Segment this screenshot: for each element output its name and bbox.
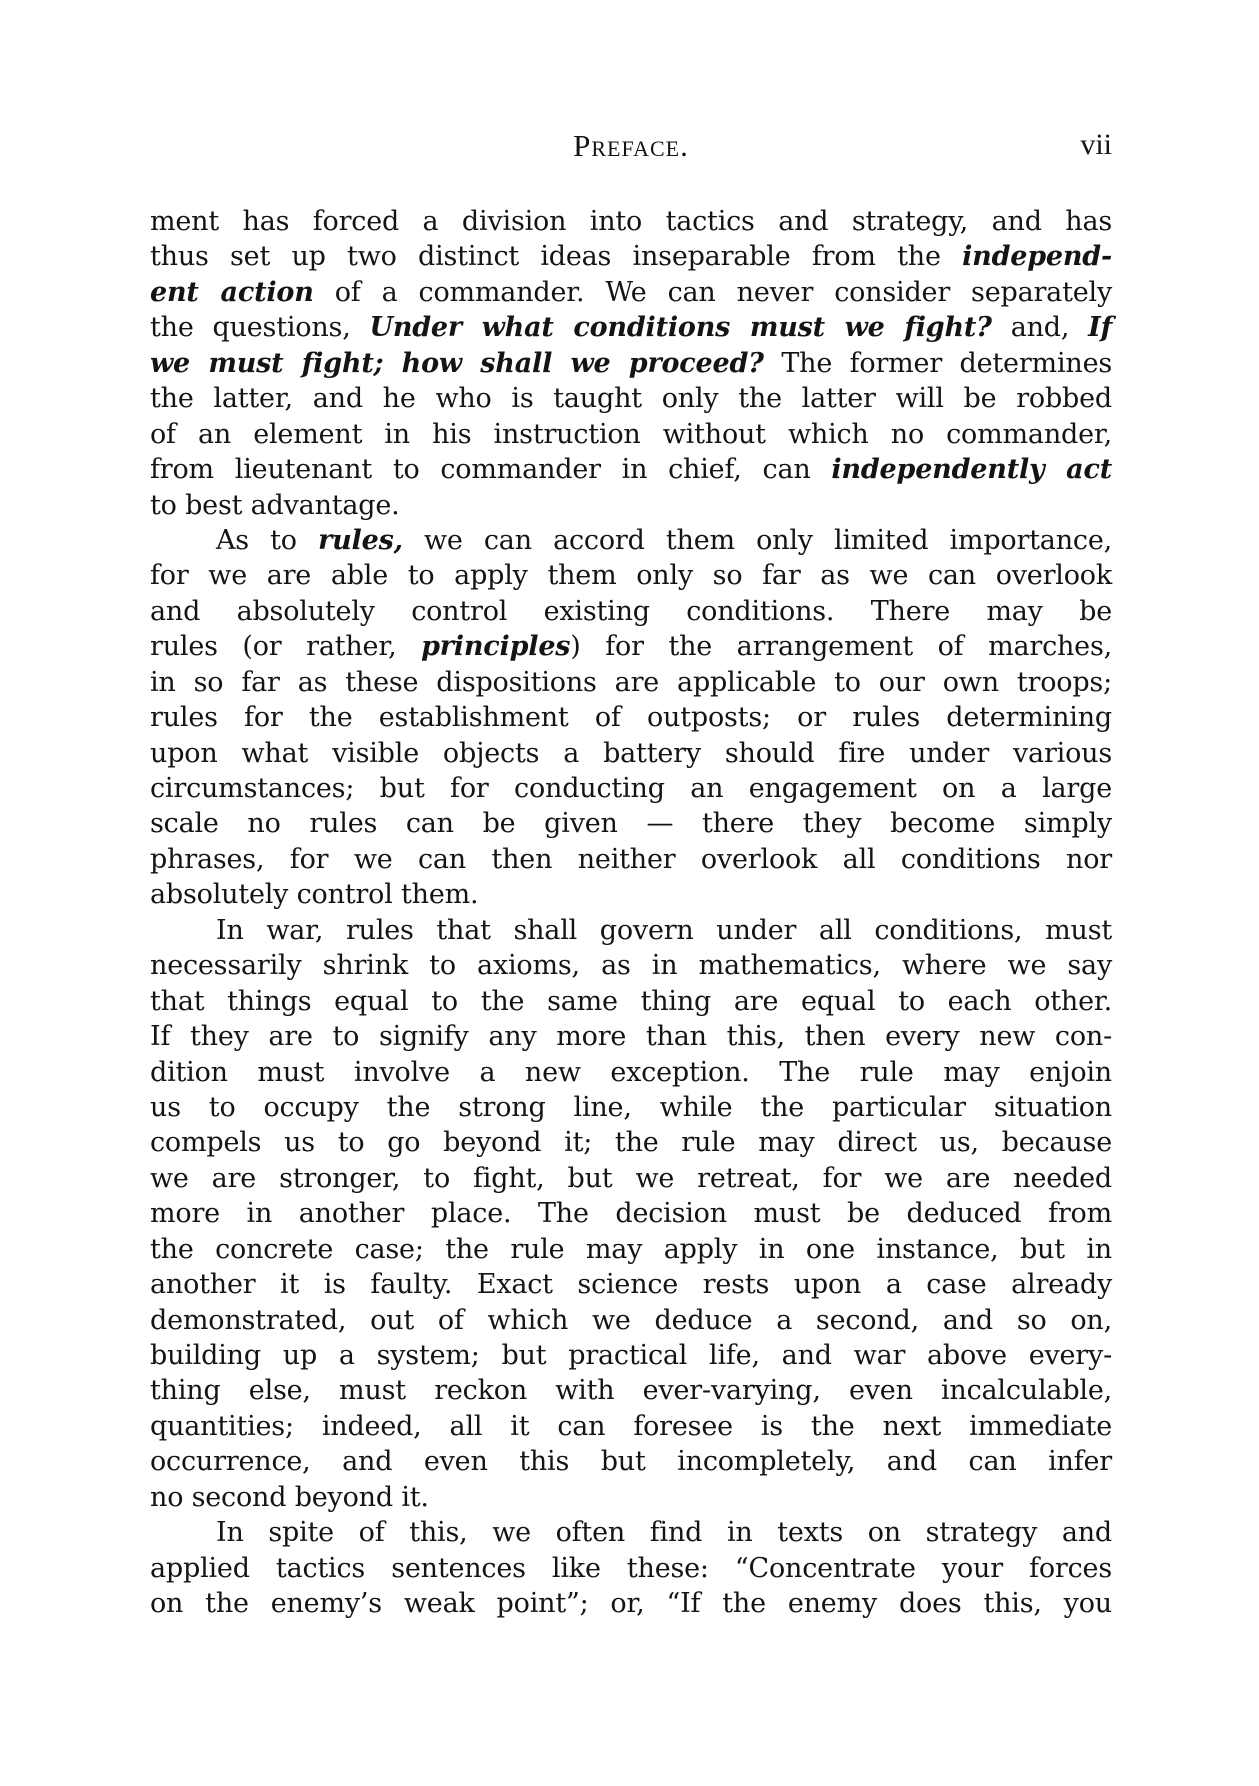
text-line xyxy=(150,204,1112,239)
text-line xyxy=(150,1586,1112,1621)
text-run: that things equal to the same thing are equal to each other. xyxy=(150,985,1112,1017)
body-text xyxy=(150,204,1112,1622)
text-line xyxy=(150,594,1112,629)
text-line xyxy=(150,736,1112,771)
text-run: to best advantage. xyxy=(150,489,400,521)
text-run: rules (or rather, xyxy=(150,631,422,663)
text-run: applied tactics sentences like these: “Concentrate your forces xyxy=(150,1552,1112,1584)
text-line xyxy=(150,417,1112,452)
text-run: us to occupy the strong line, while the particular situation xyxy=(150,1091,1112,1123)
text-run: building up a system; but practical life, and war above every- xyxy=(150,1340,1112,1371)
text-line xyxy=(150,1409,1112,1444)
text-line xyxy=(150,310,1112,345)
text-line xyxy=(150,1515,1112,1550)
text-run: for we are able to apply them only so far as we can overlook xyxy=(150,560,1112,592)
text-line xyxy=(150,665,1112,700)
italic-phrase: ent action xyxy=(150,276,314,308)
text-line xyxy=(150,275,1112,310)
text-line xyxy=(150,877,1112,912)
text-line xyxy=(150,381,1112,416)
text-line xyxy=(150,558,1112,593)
text-line xyxy=(150,1125,1112,1160)
text-run: the latter, and he who is taught only the latter will be robbed xyxy=(150,383,1112,415)
text-line xyxy=(150,1480,1112,1515)
text-run: from lieutenant to commander in chief, can xyxy=(150,454,832,486)
text-run: on the enemy’s weak point”; or, “If the enemy does this, you xyxy=(150,1588,1112,1620)
text-line xyxy=(150,346,1112,381)
text-line xyxy=(150,1551,1112,1586)
text-run: ment has forced a division into tactics and strategy, and has xyxy=(150,206,1112,237)
text-run: thus set up two distinct ideas inseparable from the xyxy=(150,241,963,273)
text-run: dition must involve a new exception. The rule may enjoin xyxy=(150,1056,1112,1088)
running-head-title: Preface. xyxy=(573,128,689,163)
text-run: In spite of this, we often find in texts on strategy and xyxy=(216,1517,1112,1549)
text-run: the concrete case; the rule may apply in one instance, but in xyxy=(150,1233,1112,1265)
text-line xyxy=(150,488,1112,523)
text-run: If they are to signify any more than this, then every new con- xyxy=(150,1021,1112,1053)
italic-phrase: independ- xyxy=(962,241,1112,273)
text-run: ) for the arrangement of marches, xyxy=(570,631,1112,663)
text-run: we are stronger, to fight, but we retreat, for we are needed xyxy=(150,1162,1112,1194)
page-number: vii xyxy=(1080,128,1112,161)
text-run: of an element in his instruction without which no commander, xyxy=(150,418,1112,450)
text-run: necessarily shrink to axioms, as in mathematics, where we say xyxy=(150,950,1112,982)
italic-phrase: independently act xyxy=(831,454,1112,486)
italic-phrase: If xyxy=(1088,312,1112,344)
italic-phrase: we must fight; how shall we proceed? xyxy=(150,347,764,379)
text-line xyxy=(150,629,1112,664)
text-run: compels us to go beyond it; the rule may direct us, because xyxy=(150,1127,1112,1159)
text-line xyxy=(150,1019,1112,1054)
text-line xyxy=(150,842,1112,877)
text-run: circumstances; but for conducting an engagement on a large xyxy=(150,773,1112,804)
text-run: absolutely control them. xyxy=(150,879,479,911)
italic-phrase: rules, xyxy=(318,524,403,556)
text-run: another it is faulty. Exact science rests upon a case already xyxy=(150,1269,1112,1301)
text-line xyxy=(150,1232,1112,1267)
text-run: of a commander. We can never consider separately xyxy=(313,276,1112,308)
text-run: occurrence, and even this but incompletely, and can infer xyxy=(150,1446,1112,1478)
text-line xyxy=(150,948,1112,983)
text-run: In war, rules that shall govern under all conditions, must xyxy=(216,914,1112,946)
text-run: no second beyond it. xyxy=(150,1481,429,1513)
text-line xyxy=(150,771,1112,806)
text-line xyxy=(150,1267,1112,1302)
text-line xyxy=(150,1161,1112,1196)
running-head xyxy=(150,128,1112,172)
text-run: phrases, for we can then neither overlook all conditions nor xyxy=(150,843,1112,875)
text-line xyxy=(150,700,1112,735)
text-run: The former determines xyxy=(763,347,1113,379)
text-run: As to xyxy=(216,524,319,556)
text-run: scale no rules can be given — there they become simply xyxy=(150,808,1112,840)
text-line xyxy=(150,1338,1112,1373)
italic-phrase: Under what conditions must we fight? xyxy=(369,312,992,344)
text-line xyxy=(150,1090,1112,1125)
text-run: rules for the establishment of outposts; or rules determining xyxy=(150,702,1112,734)
text-run: and, xyxy=(991,312,1089,344)
text-line xyxy=(150,1303,1112,1338)
text-run: and absolutely control existing conditions. There may be xyxy=(150,595,1112,627)
text-line xyxy=(150,1196,1112,1231)
text-line xyxy=(150,1444,1112,1479)
text-line xyxy=(150,452,1112,487)
text-run: the questions, xyxy=(150,312,370,344)
text-run: more in another place. The decision must be deduced from xyxy=(150,1198,1112,1230)
text-line xyxy=(150,984,1112,1019)
text-line xyxy=(150,806,1112,841)
text-run: thing else, must reckon with ever-varying, even incalculable, xyxy=(150,1375,1112,1407)
text-run: quantities; indeed, all it can foresee is the next immediate xyxy=(150,1410,1112,1442)
text-run: we can accord them only limited importance, xyxy=(402,524,1112,556)
text-run: demonstrated, out of which we deduce a second, and so on, xyxy=(150,1304,1112,1336)
italic-phrase: principles xyxy=(421,631,571,663)
text-line xyxy=(150,913,1112,948)
text-run: in so far as these dispositions are applicable to our own troops; xyxy=(150,666,1112,698)
text-line xyxy=(150,239,1112,274)
text-line xyxy=(150,1373,1112,1408)
text-line xyxy=(150,523,1112,558)
text-line xyxy=(150,1055,1112,1090)
text-run: upon what visible objects a battery should fire under various xyxy=(150,737,1112,769)
